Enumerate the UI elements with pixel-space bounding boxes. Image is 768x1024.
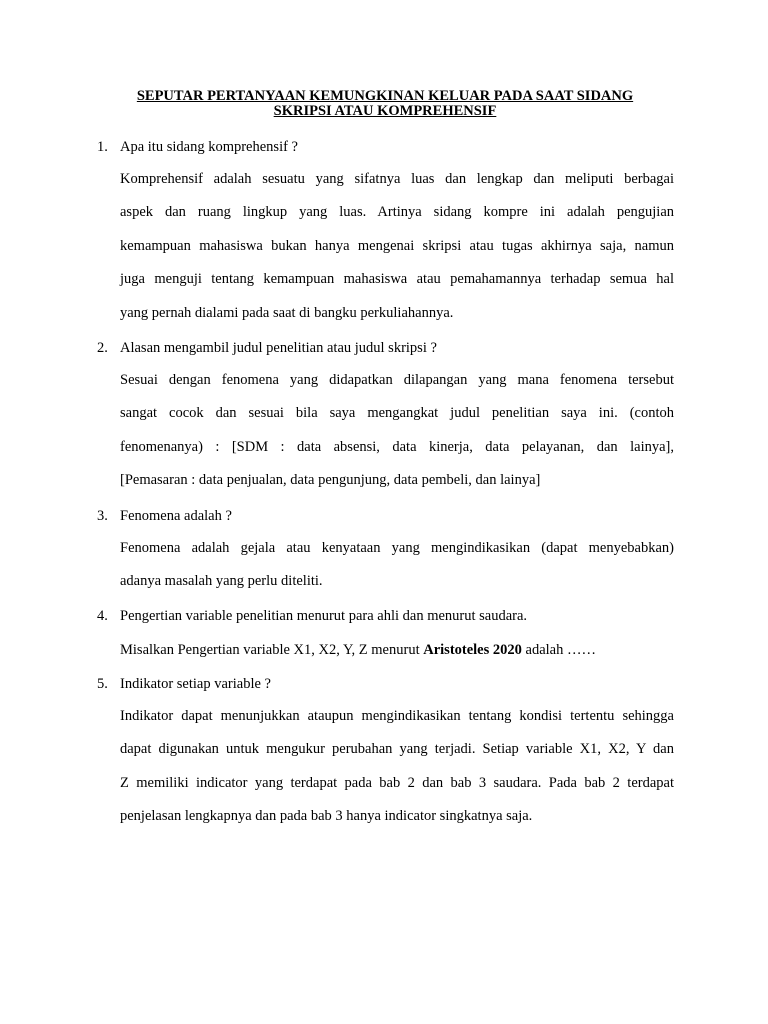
item-4-answer-author: Aristoteles 2020 (423, 642, 522, 658)
item-4-answer (120, 641, 596, 659)
document-title-line-1: SEPUTAR PERTANYAAN KEMUNGKINAN KELUAR PADA SAAT SIDANG (136, 88, 634, 104)
item-4-answer-suffix: adalah …… (521, 642, 596, 658)
item-5-answer-line: penjelasan lengkapnya dan pada bab 3 hanya indicator singkatnya saja. (120, 808, 533, 825)
item-2-number: 2. (97, 340, 108, 356)
item-3-number: 3. (97, 508, 108, 524)
item-2-answer-line: fenomenanya) : [SDM : data absensi, data kinerja, data pelayanan, dan lainya], (120, 438, 674, 455)
item-2-question: Alasan mengambil judul penelitian atau judul skripsi ? (120, 340, 437, 356)
item-2-answer-line: sangat cocok dan sesuai bila saya mengangkat judul penelitian saya ini. (contoh (120, 405, 674, 422)
item-5-answer-line: Z memiliki indicator yang terdapat pada bab 2 dan bab 3 saudara. Pada bab 2 terdapat (120, 774, 674, 791)
item-2-answer (120, 364, 674, 498)
item-4-number: 4. (97, 608, 108, 624)
item-3-answer (120, 532, 674, 599)
item-3-answer-line: Fenomena adalah gejala atau kenyataan yang mengindikasikan (dapat menyebabkan) (120, 540, 674, 556)
item-5-answer (120, 700, 674, 834)
item-5-question: Indikator setiap variable ? (120, 676, 271, 692)
item-5-number: 5. (97, 676, 108, 692)
item-4-question: Pengertian variable penelitian menurut para ahli dan menurut saudara. (120, 608, 528, 624)
item-5-answer-line: dapat digunakan untuk mengukur perubahan yang terjadi. Setiap variable X1, X2, Y dan (120, 741, 674, 758)
item-4-answer-prefix: Misalkan Pengertian variable X1, X2, Y, Z menurut (120, 642, 424, 658)
item-1-answer-line: aspek dan ruang lingkup yang luas. Artinya sidang kompre ini adalah pengujian (120, 204, 674, 221)
item-5-answer-line: Indikator dapat menunjukkan ataupun mengindikasikan tentang kondisi tertentu sehingga (120, 708, 674, 724)
document-title-line-2: SKRIPSI ATAU KOMPREHENSIF (273, 103, 497, 119)
item-3-question: Fenomena adalah ? (120, 508, 232, 524)
item-1-answer-line: yang pernah dialami pada saat di bangku perkuliahannya. (120, 304, 454, 321)
item-1-answer-line: Komprehensif adalah sesuatu yang sifatnya luas dan lengkap dan meliputi berbagai (120, 171, 674, 187)
item-2-answer-line: [Pemasaran : data penjualan, data pengunjung, data pembeli, dan lainya] (120, 472, 541, 489)
item-1-answer-line: juga menguji tentang kemampuan mahasiswa atau pemahamannya terhadap semua hal (120, 271, 674, 288)
item-3-answer-line: adanya masalah yang perlu diteliti. (120, 573, 323, 590)
item-1-answer-line: kemampuan mahasiswa bukan hanya mengenai skripsi atau tugas akhirnya saja, namun (120, 237, 674, 254)
item-1-question: Apa itu sidang komprehensif ? (120, 139, 298, 155)
item-1-answer (120, 163, 674, 330)
item-1-number: 1. (97, 139, 108, 155)
item-2-answer-line: Sesuai dengan fenomena yang didapatkan dilapangan yang mana fenomena tersebut (120, 372, 674, 388)
